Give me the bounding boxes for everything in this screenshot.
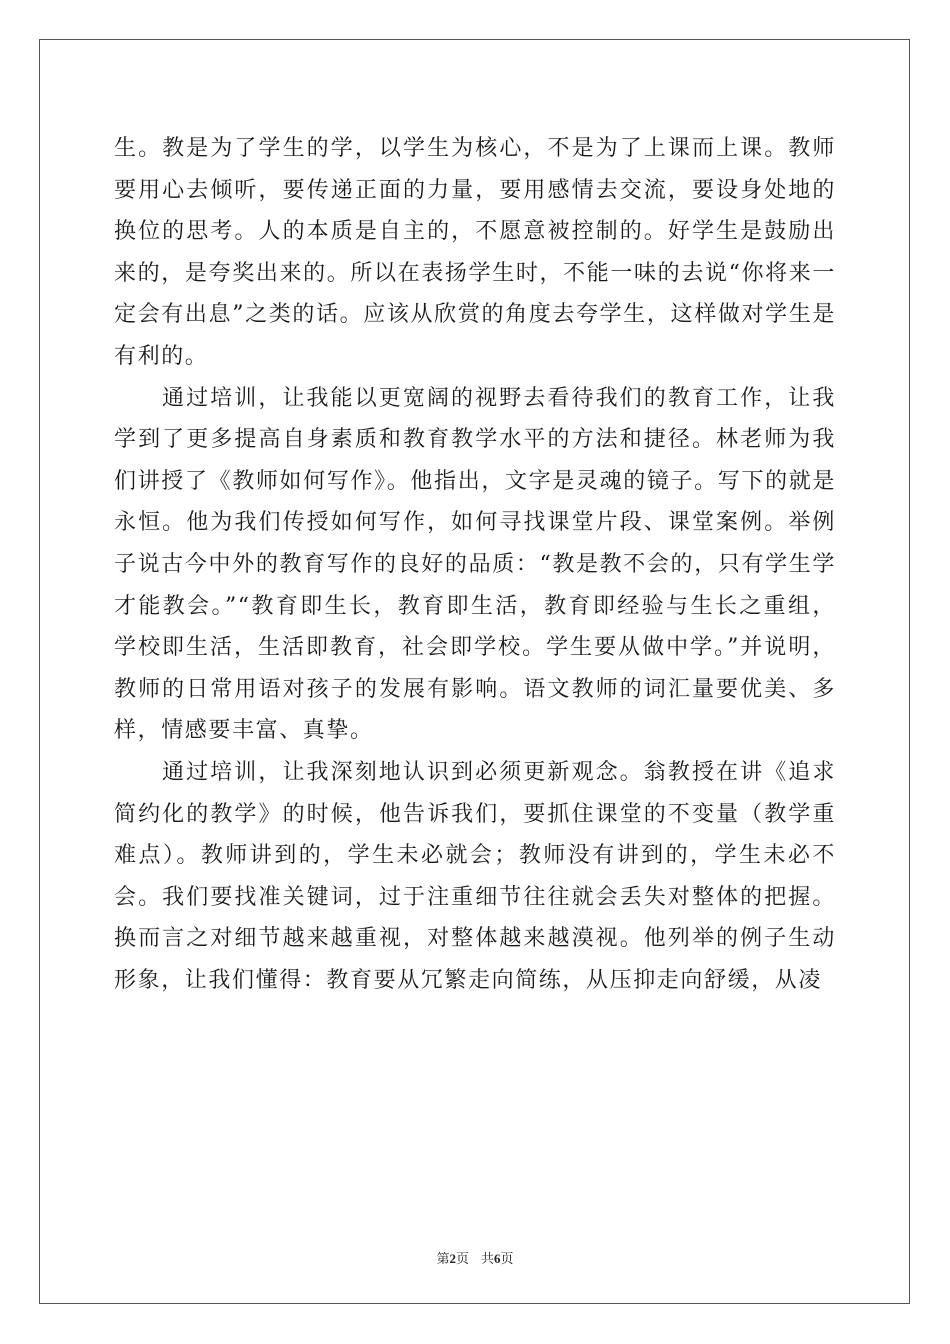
page-suffix: 页 bbox=[455, 1252, 469, 1267]
paragraph-3: 通过培训，让我深刻地认识到必须更新观念。翁教授在讲《追求简约化的教学》的时候，他告诉我们，要抓住课堂的不变量（教学重难点）。教师讲到的，学生未必就会；教师没有讲到的，学生未必不会。我们要找准关键词，过于注重细节往往就会丢失对整体的把握。换而言之对细节越来越重视，对整体越来越漠视。他列举的例子生动形象，让我们懂得：教育要从冗繁走向简练，从压抑走向舒缓，从凌 bbox=[114, 759, 836, 993]
document-body bbox=[114, 128, 836, 1001]
paragraph-1: 生。教是为了学生的学，以学生为核心，不是为了上课而上课。教师要用心去倾听，要传递正面的力量，要用感情去交流，要设身处地的换位的思考。人的本质是自主的，不愿意被控制的。好学生是鼓励出来的，是夸奖出来的。所以在表扬学生时，不能一味的去说“你将来一定会有出息”之类的话。应该从欣赏的角度去夸学生，这样做对学生是有利的。 bbox=[114, 136, 836, 369]
page-footer bbox=[0, 1248, 950, 1267]
total-suffix: 页 bbox=[500, 1252, 514, 1267]
page-prefix: 第 bbox=[436, 1252, 450, 1267]
page-number: 2 bbox=[449, 1251, 456, 1266]
total-pages: 6 bbox=[494, 1251, 501, 1266]
paragraph-2: 通过培训，让我能以更宽阔的视野去看待我们的教育工作，让我学到了更多提高自身素质和教育教学水平的方法和捷径。林老师为我们讲授了《教师如何写作》。他指出，文字是灵魂的镜子。写下的就是永恒。他为我们传授如何写作，如何寻找课堂片段、课堂案例。举例子说古今中外的教育写作的良好的品质：“教是教不会的，只有学生学才能教会。”“教育即生长，教育即生活，教育即经验与生长之重组，学校即生活，生活即教育，社会即学校。学生要从做中学。”并说明，教师的日常用语对孩子的发展有影响。语文教师的词汇量要优美、多样，情感要丰富、真挚。 bbox=[114, 385, 836, 744]
total-prefix: 共 bbox=[481, 1252, 495, 1267]
